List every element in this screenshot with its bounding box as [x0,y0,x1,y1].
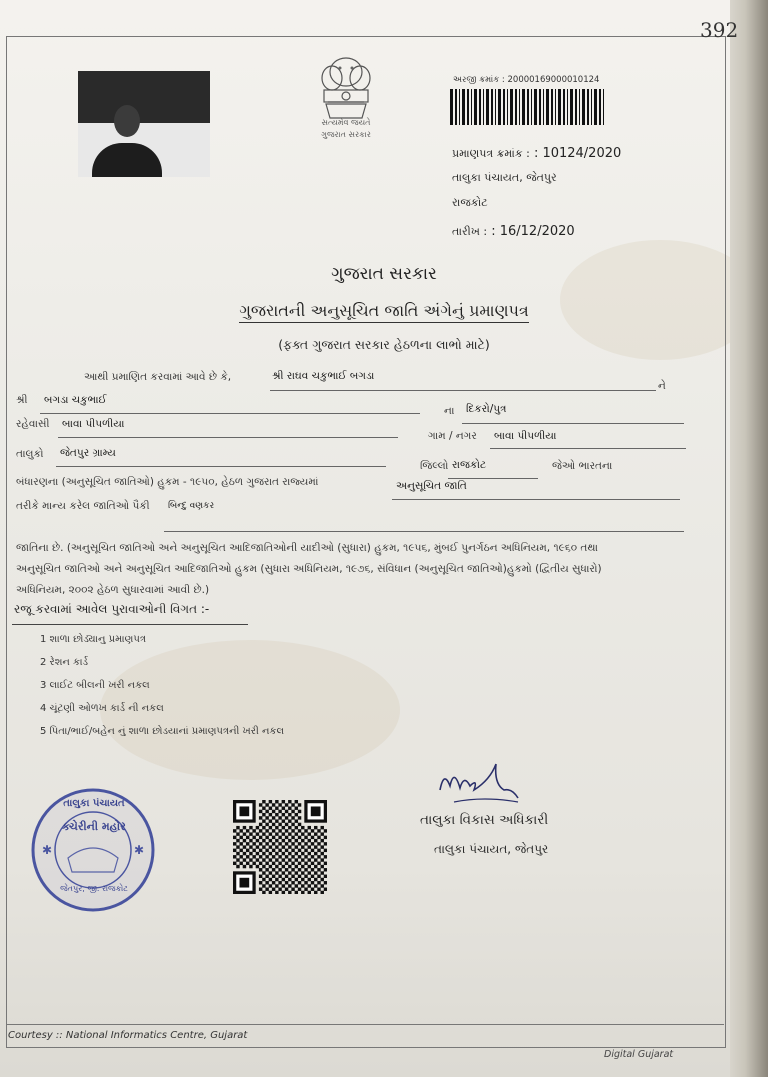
district-value: રાજકોટ [452,459,487,471]
father-name: બગડા ચકુભાઈ [44,394,107,406]
certificate-subtitle: (ફક્ત ગુજરાત સરકાર હેઠળના લાભો માટે) [278,337,490,352]
document-item: 3 લાઈટ બીલની ખરી નકલ [40,680,150,691]
applicant-name: શ્રી રાઘવ ચકુભાઈ બગડા [272,370,375,382]
certificate-number [452,146,621,161]
office-seal [30,788,156,912]
taluka-label: તાલુકો [16,448,44,460]
shri-label: શ્રી [16,394,28,406]
relation-value: દિકરો/પુત્ર [466,403,507,415]
barcode-icon [450,89,608,125]
digital-gujarat-brand: Digital Gujarat [604,1049,674,1060]
caste-category: અનુસૂચિત જાતિ [396,480,467,492]
svg-text:✱: ✱ [42,843,53,857]
village-label: ગામ / નગર [428,430,477,442]
documents-heading: રજૂ કરવામાં આવેલ પુરાવાઓની વિગત :- [14,602,210,616]
recognized-label: તરીકે માન્ય કરેલ જાતિઓ પૈકી [16,500,150,512]
application-number-value: 20000169000010124 [507,75,600,85]
district-label: જિલ્લો [420,460,449,472]
application-number [453,75,599,85]
na-label: ના [444,405,455,417]
document-item: 2 રેશન કાર્ડ [40,657,89,668]
seal-bottom-text: જેતપુર, જી. રાજકોટ [60,884,128,893]
resident-village: બાવા પીપળીયા [62,418,125,430]
issue-date-value: : 16/12/2020 [491,224,575,239]
taluka-value: જેતપુર ગ્રામ્ય [60,447,116,459]
legal-paragraph [16,538,716,601]
legal-line-3: અધિનિયમ, ૨૦૦૨ હેઠળ સુધારવામાં આવી છે.) [16,584,210,596]
legal-line-1: જાતિના છે. (અનુસૂચિત જાતિઓ અને અનુસૂચિત આદિજાતિઓની યાદીઓ (સુધારા) હુકમ, ૧૯૫૬, મુંબઈ પુનર્ગઠન અધિનિયમ, ૧૯૬૦ તથા [16,542,598,554]
resident-label: રહેવાસી [16,418,50,430]
issue-date [452,224,575,239]
document-item: 4 ચૂંટણી ઓળખ કાર્ડ ની નકલ [40,703,164,714]
ne-mark: ને [658,380,666,392]
seal-middle-text: ક્ચેરીની મહોર [62,820,126,833]
handwritten-number: 392 [700,18,739,42]
issuing-district: રાજકોટ [452,196,488,209]
legal-line-2: અનુસૂચિત જાતિઓ અને અનુસૂચિત આદિજાતિઓ હુકમ (સુધારા અધિનિયમ, ૧૯૭૬, સંવિધાન (અનુસૂચિત જાતિઓ)હુકમો (દ્વિતીય સુધારો) [16,563,602,575]
courtesy-text: Courtesy :: National Informatics Centre, Gujarat [8,1030,248,1041]
government-title: ગુજરાત સરકાર [331,264,437,284]
document-item: 1 શાળા છોડ્યાનુ પ્રમાણપત્ર [40,634,146,645]
certify-label: આથી પ્રમાણિત કરવામાં આવે છે કે, [84,371,232,383]
je-bharat-label: જેઓ ભારતના [552,460,613,472]
applicant-photo [78,71,210,177]
certificate-number-label: પ્રમાણપત્ર ક્રમાંક : [452,147,530,160]
application-number-label: અરજી ક્રમાંક : [453,75,505,85]
qr-code-icon [233,800,327,894]
page-edge-shadow [730,0,768,1077]
signatory-designation: તાલુકા વિકાસ અધિકારી [420,812,549,828]
constitution-label: બંધારણના (અનુસૂચિત જાતિઓ) હુકમ - ૧૯૫૦, હેઠળ ગુજરાત રાજ્યમાં [16,476,319,488]
emblem-motto: સત્યમેવ જયતે [321,118,371,127]
seal-top-text: તાલુકા પંચાયત [63,798,125,809]
issuing-office: તાલુકા પંચાયત, જેતપુર [452,171,557,184]
issue-date-label: તારીખ : [452,225,488,238]
emblem-caption: ગુજરાત સરકાર [321,130,371,139]
village-value: બાવા પીપળીયા [494,430,557,442]
certificate-number-value: : 10124/2020 [533,146,622,161]
document-item: 5 પિતા/ભાઈ/બહેન નું શાળા છોડયાનાં પ્રમાણપત્રની ખરી નકલ [40,726,285,737]
caste-name: બિન્દુ વણકર [168,501,215,511]
signature-icon [434,760,520,808]
certificate-title: ગુજરાતની અનુસૂચિત જાતિ અંગેનું પ્રમાણપત્ર [0,301,768,321]
signatory-office: તાલુકા પંચાયત, જેતપુર [434,842,549,856]
svg-text:✱: ✱ [134,843,145,857]
